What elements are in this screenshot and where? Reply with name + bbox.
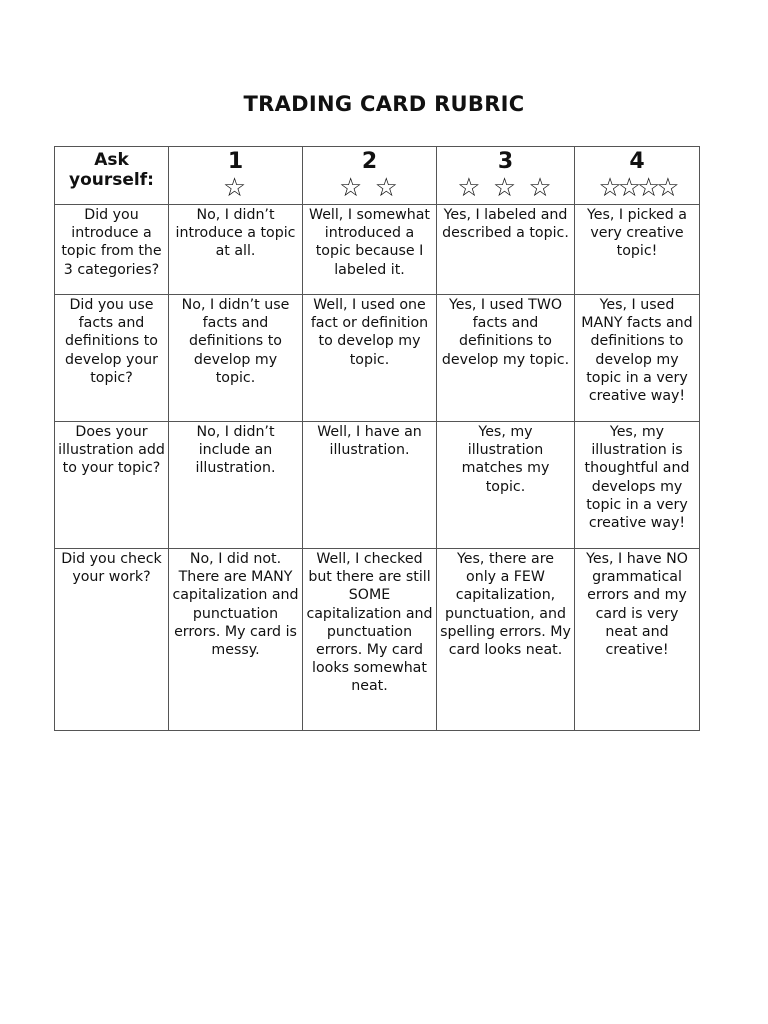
score-number: 3 xyxy=(497,149,514,174)
criteria-cell: Well, I somewhat introduced a topic because I labeled it. xyxy=(303,205,437,295)
rubric-table xyxy=(54,146,700,731)
score-number: 1 xyxy=(227,149,244,174)
criteria-cell: Yes, I labeled and described a topic. xyxy=(437,205,575,295)
ask-yourself-header: Ask yourself: xyxy=(55,147,169,205)
header-row xyxy=(55,147,700,205)
criteria-cell: Yes, I have NO grammatical errors and my card is very neat and creative! xyxy=(575,549,700,731)
criteria-cell: Yes, my illustration matches my topic. xyxy=(437,422,575,549)
criteria-cell: No, I did not. There are MANY capitalization and punctuation errors. My card is messy. xyxy=(169,549,303,731)
score-header-4 xyxy=(575,147,700,205)
criteria-cell: No, I didn’t use facts and definitions to develop my topic. xyxy=(169,295,303,422)
question-cell: Does your illustration add to your topic? xyxy=(55,422,169,549)
table-row xyxy=(55,205,700,295)
star-icon: ☆☆☆☆ xyxy=(598,173,676,203)
criteria-cell: Yes, I picked a very creative topic! xyxy=(575,205,700,295)
score-header-2 xyxy=(303,147,437,205)
question-cell: Did you use facts and definitions to develop your topic? xyxy=(55,295,169,422)
score-header-3 xyxy=(437,147,575,205)
criteria-cell: Well, I checked but there are still SOME capitalization and punctuation errors. My card looks somewhat neat. xyxy=(303,549,437,731)
question-cell: Did you check your work? xyxy=(55,549,169,731)
score-number: 4 xyxy=(629,149,645,174)
criteria-cell: Yes, there are only a FEW capitalization, punctuation, and spelling errors. My card looks neat. xyxy=(437,549,575,731)
table-row xyxy=(55,422,700,549)
criteria-cell: Yes, I used MANY facts and definitions to develop my topic in a very creative way! xyxy=(575,295,700,422)
table-row xyxy=(55,295,700,422)
score-number: 2 xyxy=(361,149,378,174)
criteria-cell: No, I didn’t introduce a topic at all. xyxy=(169,205,303,295)
criteria-cell: No, I didn’t include an illustration. xyxy=(169,422,303,549)
table-row xyxy=(55,549,700,731)
score-header-1 xyxy=(169,147,303,205)
page-title: TRADING CARD RUBRIC xyxy=(243,92,525,116)
star-icon: ☆ ☆ xyxy=(339,173,400,203)
criteria-cell: Yes, my illustration is thoughtful and develops my topic in a very creative way! xyxy=(575,422,700,549)
star-icon: ☆ xyxy=(222,173,249,203)
criteria-cell: Well, I used one fact or definition to develop my topic. xyxy=(303,295,437,422)
question-cell: Did you introduce a topic from the 3 categories? xyxy=(55,205,169,295)
star-icon: ☆ ☆ ☆ xyxy=(457,173,554,203)
criteria-cell: Well, I have an illustration. xyxy=(303,422,437,549)
criteria-cell: Yes, I used TWO facts and definitions to develop my topic. xyxy=(437,295,575,422)
